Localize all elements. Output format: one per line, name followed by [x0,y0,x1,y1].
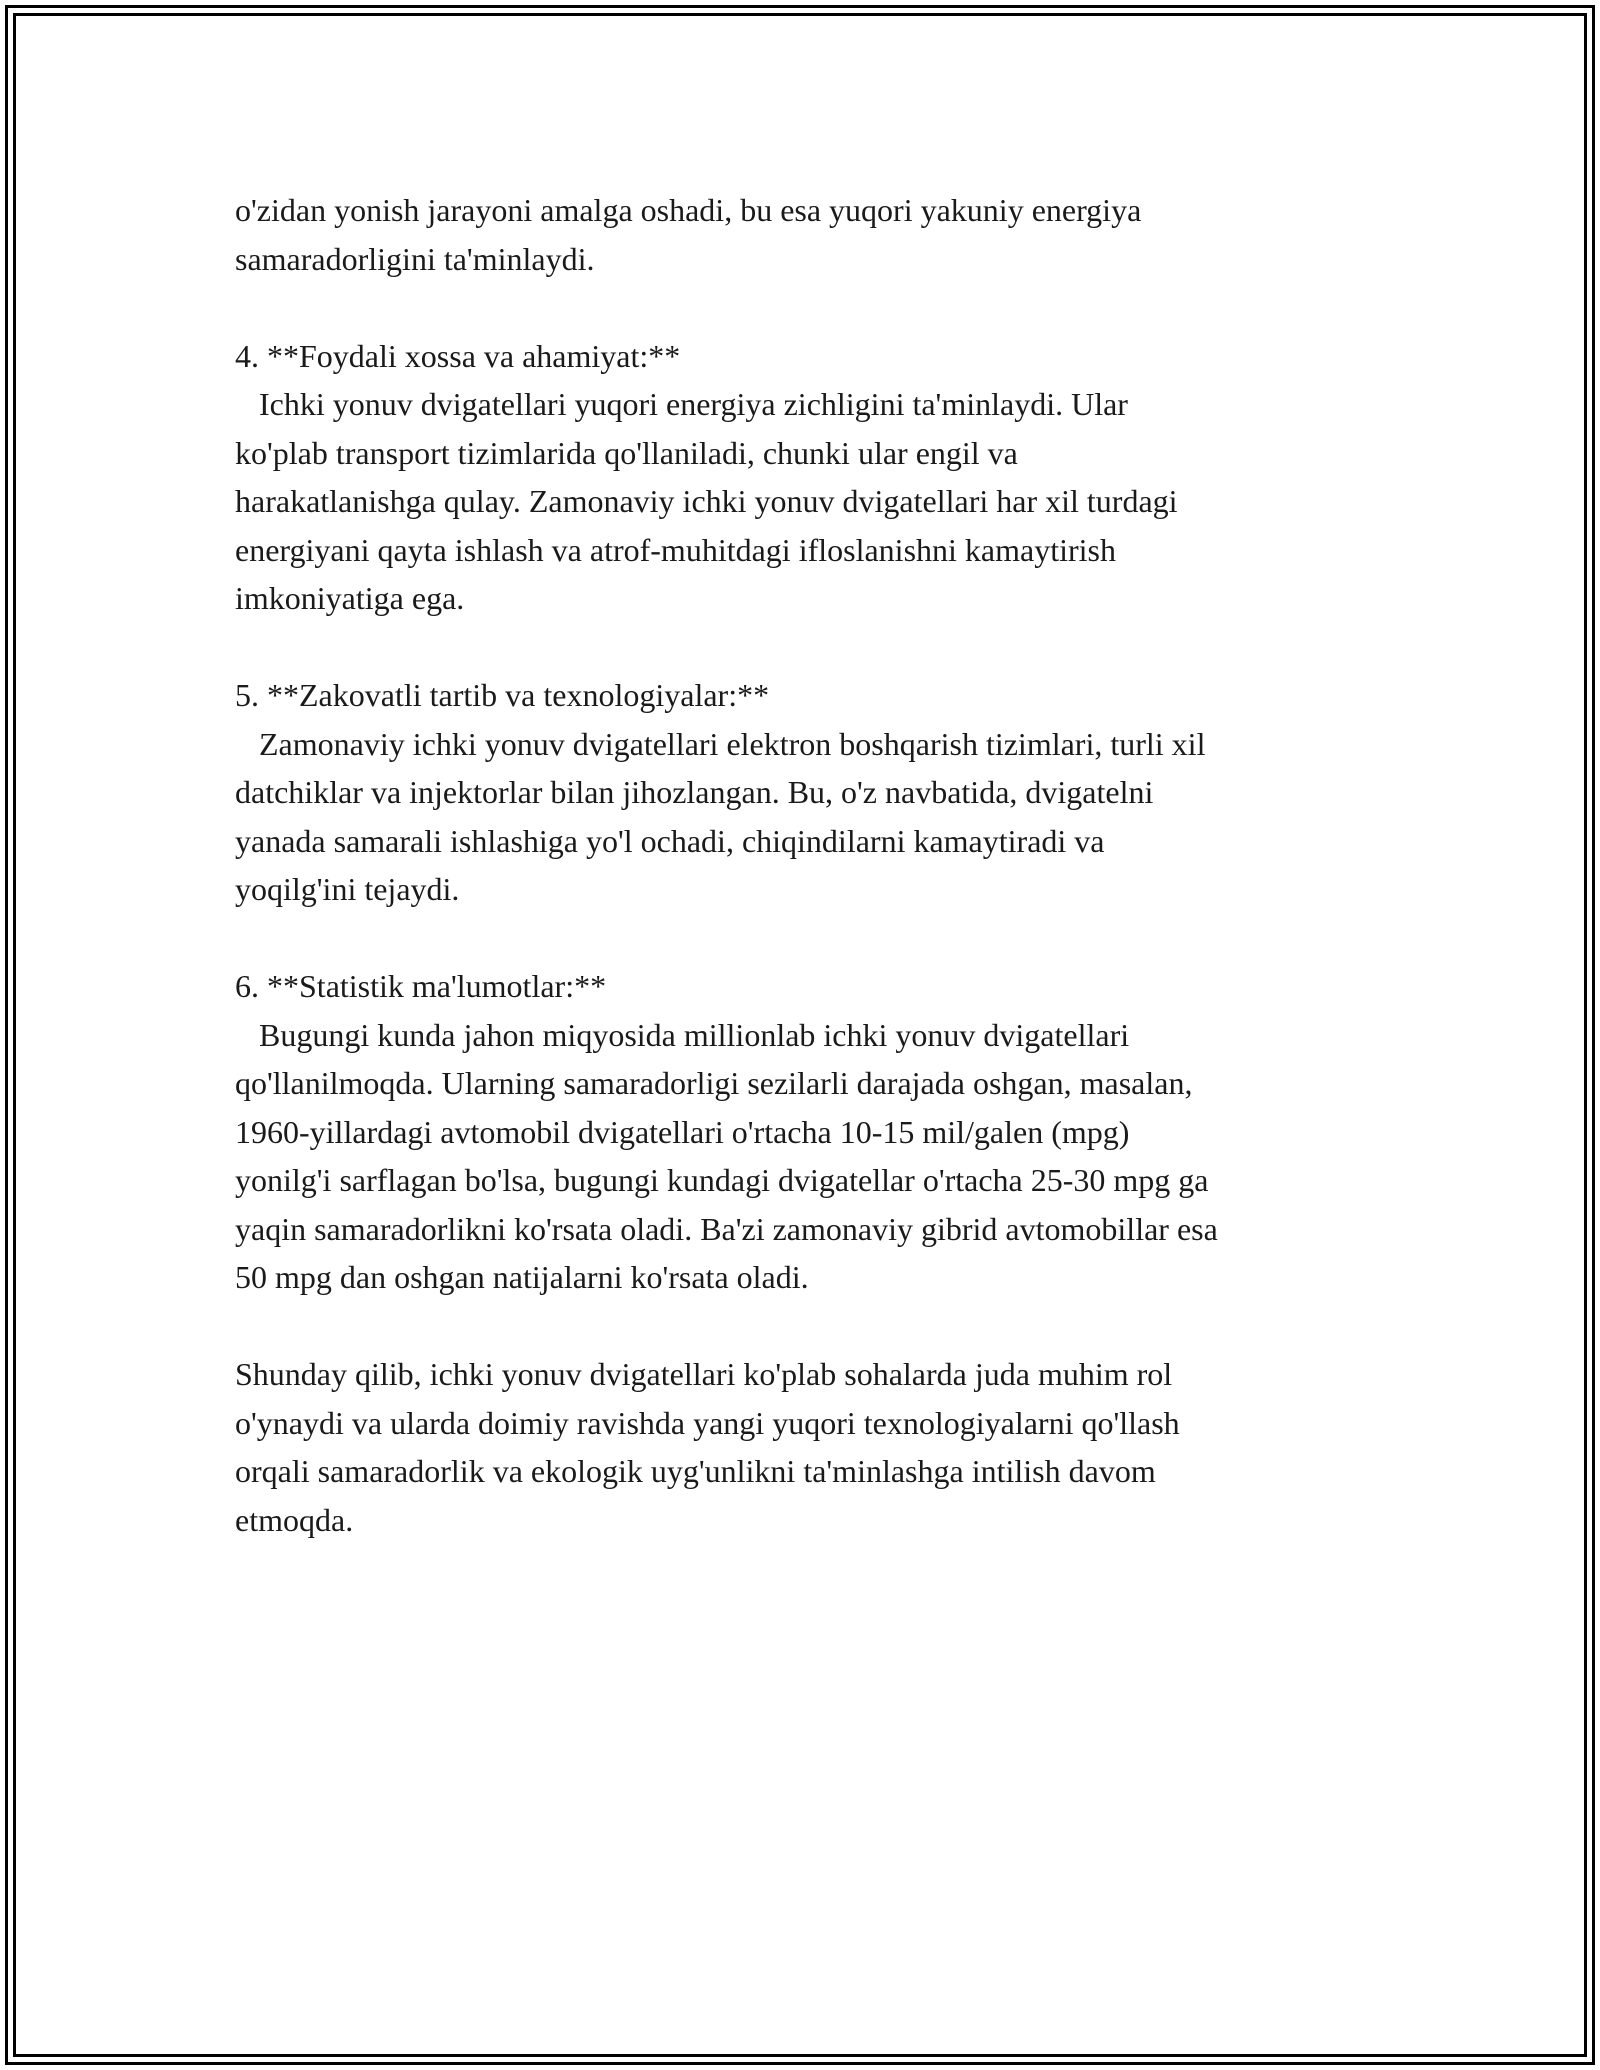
text-line: o'zidan yonish jarayoni amalga oshadi, bu esa yuqori yakuniy energiya [235,192,1142,228]
text-line: yoqilg'ini tejaydi. [235,871,460,907]
text-line: Bugungi kunda jahon miqyosida millionlab ichki yonuv dvigatellari [235,1016,1130,1053]
text-line: o'ynaydi va ularda doimiy ravishda yangi yuqori texnologiyalarni qo'llash [235,1404,1180,1441]
document-body [235,186,1385,1593]
paragraph-conclusion [235,1350,1385,1544]
section-heading: 5. **Zakovatli tartib va texnologiyalar:** [235,677,770,713]
text-line: harakatlanishga qulay. Zamonaviy ichki yonuv dvigatellari har xil turdagi [235,483,1178,519]
paragraph-intro-continuation [235,186,1385,283]
section-4-foydali-xossa [235,332,1385,623]
text-line: yaqin samaradorlikni ko'rsata oladi. Ba'zi zamonaviy gibrid avtomobillar esa [235,1210,1218,1247]
text-line: Ichki yonuv dvigatellari yuqori energiya zichligini ta'minlaydi. Ular [235,386,1128,422]
text-line: energiyani qayta ishlash va atrof-muhitdagi ifloslanishni kamaytirish [235,531,1116,568]
text-line: yonilg'i sarflagan bo'lsa, bugungi kundagi dvigatellar o'rtacha 25-30 mpg ga [235,1162,1209,1198]
text-line: qo'llanilmoqda. Ularning samaradorligi sezilarli darajada oshgan, masalan, [235,1065,1193,1101]
text-line: 1960-yillardagi avtomobil dvigatellari o'rtacha 10-15 mil/galen (mpg) [235,1113,1130,1150]
text-line: etmoqda. [235,1501,354,1538]
text-line: orqali samaradorlik va ekologik uyg'unlikni ta'minlashga intilish davom [235,1453,1156,1489]
text-line: 50 mpg dan oshgan natijalarni ko'rsata oladi. [235,1259,809,1295]
text-line: Shunday qilib, ichki yonuv dvigatellari ko'plab sohalarda juda muhim rol [235,1356,1173,1392]
section-heading: 6. **Statistik ma'lumotlar:** [235,968,607,1004]
section-heading: 4. **Foydali xossa va ahamiyat:** [235,337,681,374]
section-6-statistik-malumotlar [235,962,1385,1302]
text-line: imkoniyatiga ega. [235,580,465,616]
text-line: datchiklar va injektorlar bilan jihozlangan. Bu, o'z navbatida, dvigatelni [235,774,1154,810]
text-line: ko'plab transport tizimlarida qo'llaniladi, chunki ular engil va [235,434,1018,471]
text-line: Zamonaviy ichki yonuv dvigatellari elektron boshqarish tizimlari, turli xil [235,725,1206,762]
text-line: samaradorligini ta'minlaydi. [235,240,595,277]
section-5-zakovatli-tartib [235,671,1385,914]
text-line: yanada samarali ishlashiga yo'l ochadi, chiqindilarni kamaytiradi va [235,822,1105,859]
